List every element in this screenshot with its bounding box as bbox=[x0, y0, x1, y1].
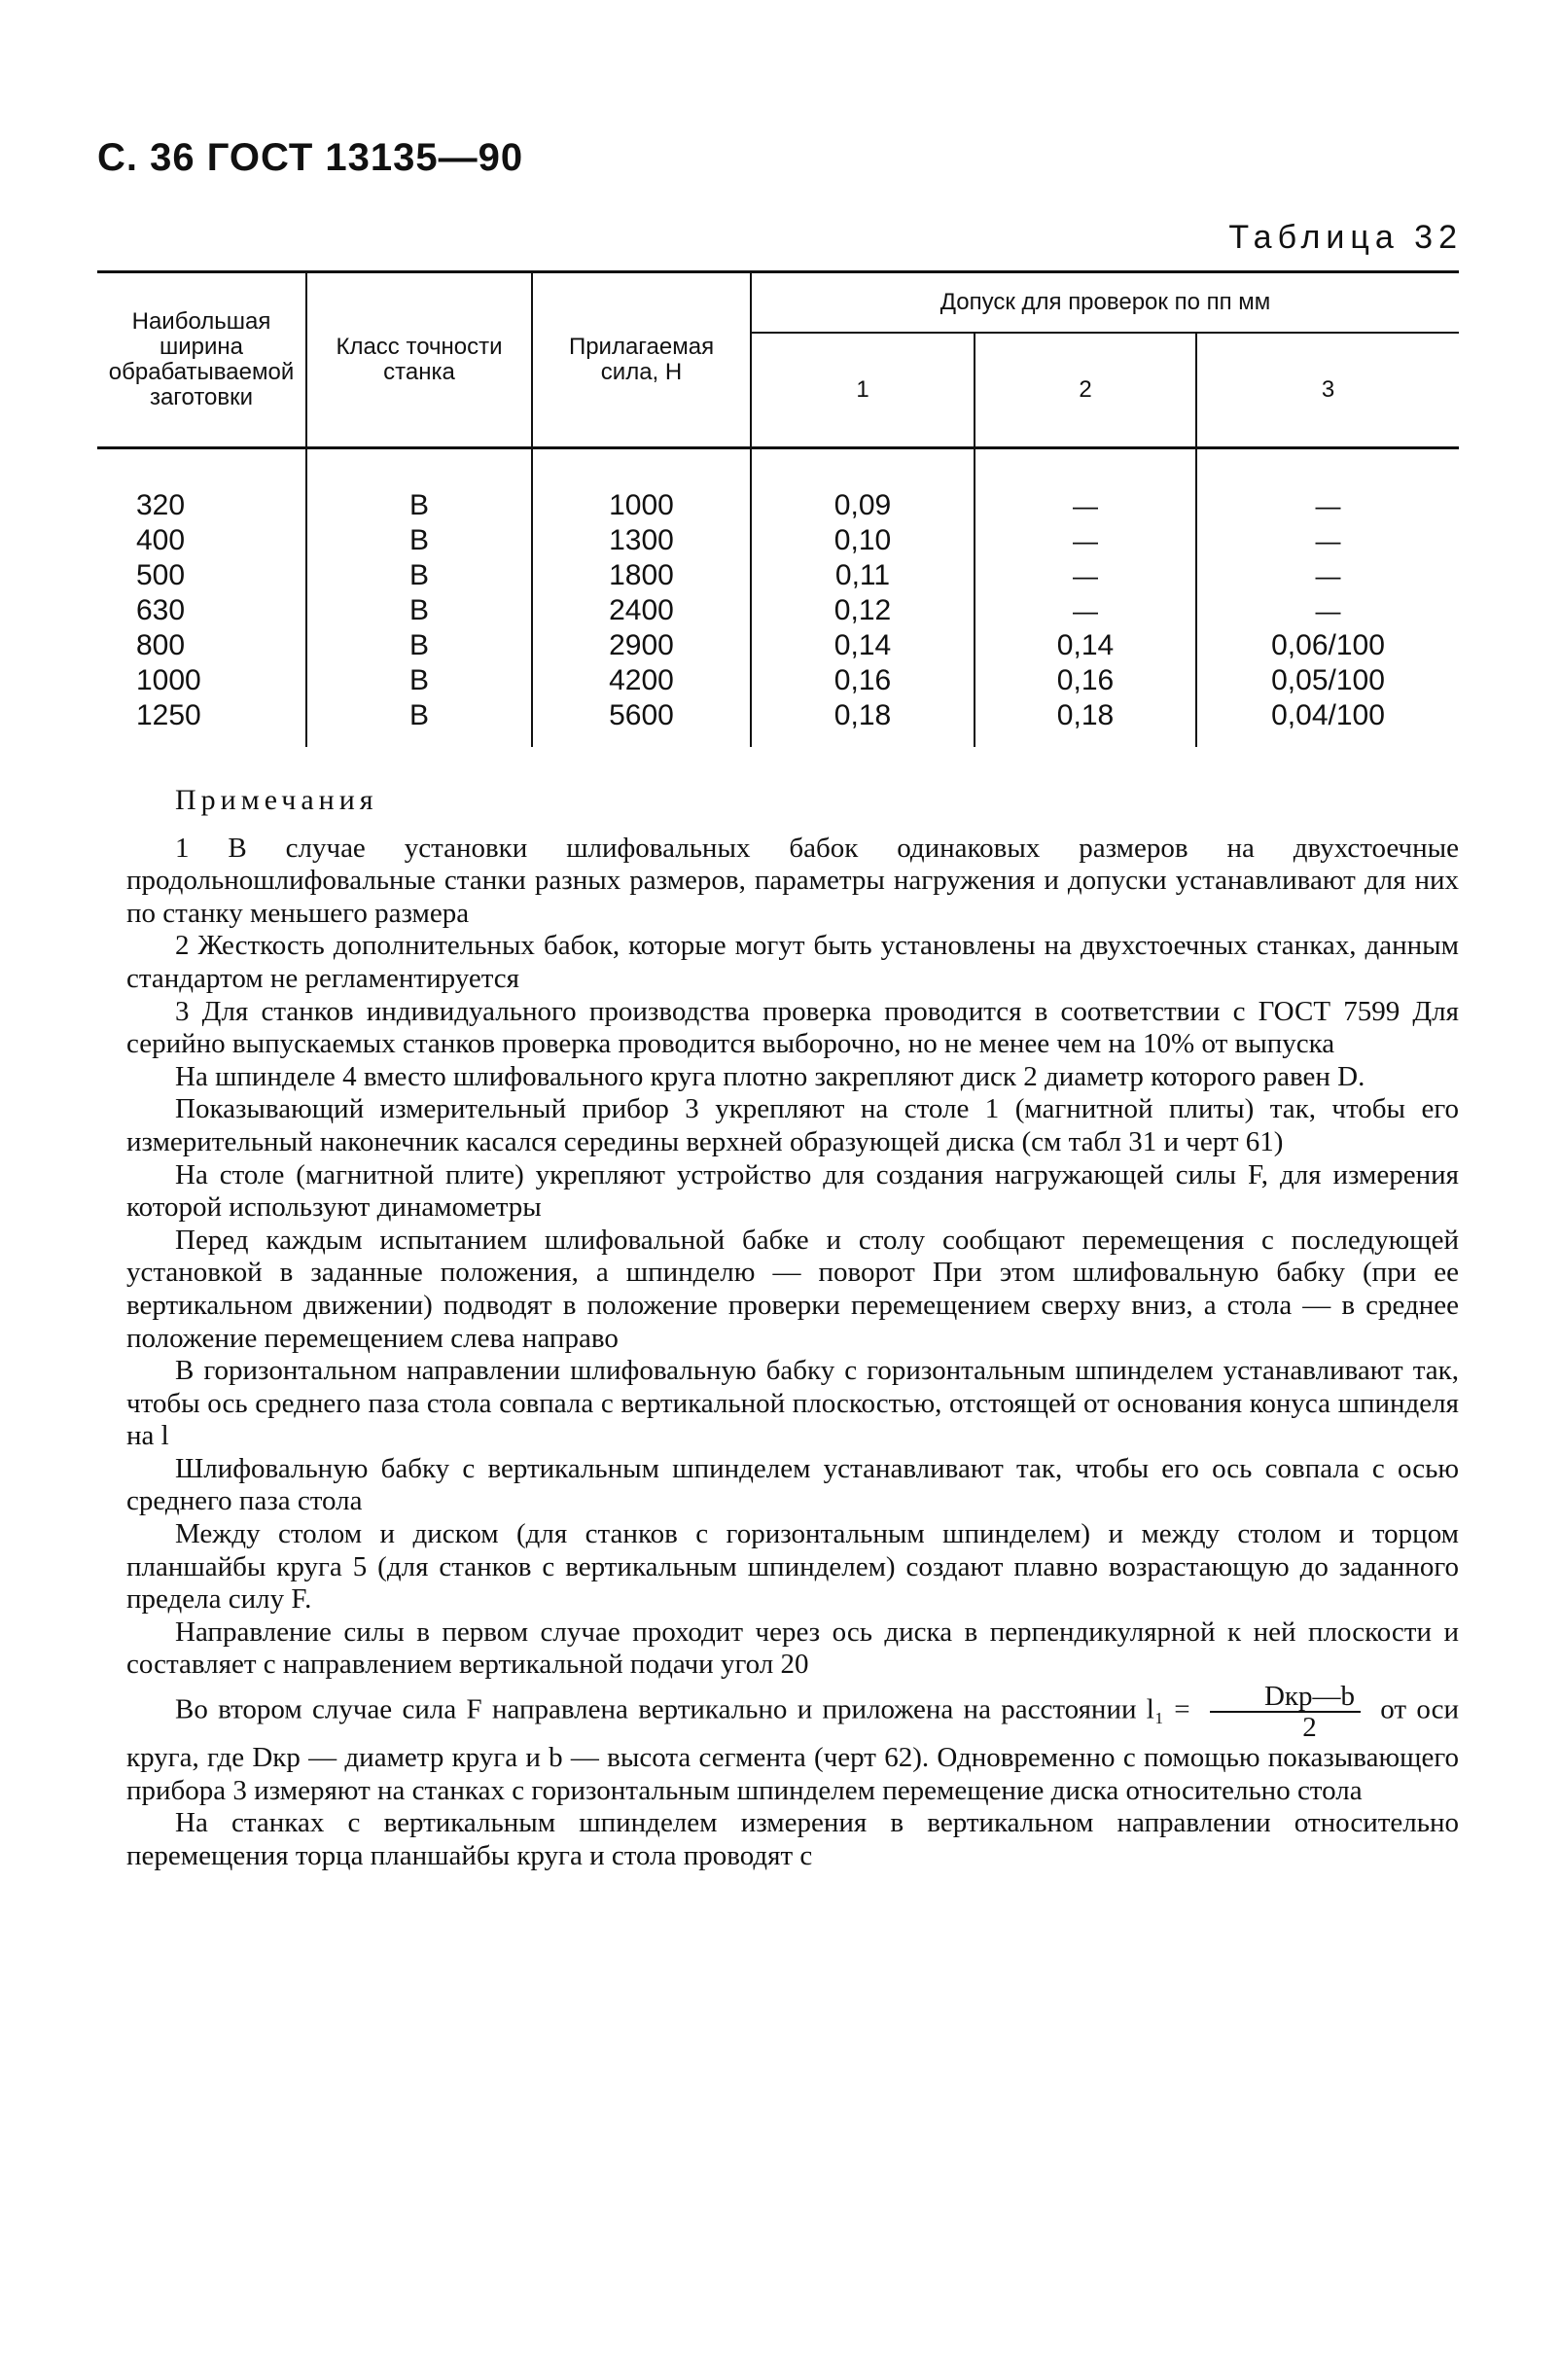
formula-numerator: Dкр—b bbox=[1210, 1682, 1361, 1713]
cell-width: 320 bbox=[97, 448, 306, 524]
cell-class: В bbox=[306, 593, 532, 628]
cell-class: В bbox=[306, 558, 532, 593]
cell-tol3: 0,05/100 bbox=[1271, 664, 1385, 696]
cell-tol2: 0,16 bbox=[975, 663, 1196, 698]
table-row bbox=[97, 628, 1459, 663]
col-header-force: Прилагаемая сила, Н bbox=[532, 272, 751, 448]
table-row bbox=[97, 448, 1459, 524]
table-row bbox=[97, 663, 1459, 698]
notes-title: Примечания bbox=[175, 784, 378, 816]
note-item: 3 Для станков индивидуального производства проверка проводится в соответствии с ГОСТ 7599 Для серийно выпускаемых станков проверка проводится выборочно, но не менее чем на 10% от выпуска bbox=[126, 995, 1459, 1060]
cell-tol2: — bbox=[975, 593, 1196, 628]
cell-tol3: 0,06/100 bbox=[1271, 629, 1385, 661]
cell-width: 1250 bbox=[97, 698, 306, 747]
cell-tol1: 0,11 bbox=[751, 558, 975, 593]
formula-text-before: Во втором случае сила F направлена вертикально и приложена на расстоянии l₁ = bbox=[175, 1693, 1190, 1725]
cell-force: 1300 bbox=[532, 523, 751, 558]
tolerance-table bbox=[97, 270, 1459, 747]
cell-class: В bbox=[306, 523, 532, 558]
col-header-tol2: 2 bbox=[975, 333, 1196, 448]
note-item: 2 Жесткость дополнительных бабок, которые могут быть установлены на двухстоечных станках, данным стандартом не регламентируется bbox=[126, 930, 1459, 994]
cell-tol1: 0,18 bbox=[751, 698, 975, 747]
cell-tol3: — bbox=[1315, 561, 1341, 590]
paragraph: Показывающий измерительный прибор 3 укрепляют на столе 1 (магнитной плиты) так, чтобы его измерительный наконечник касался середины верхней образующей диска (см табл 31 и черт 61) bbox=[126, 1093, 1459, 1157]
col-header-tolerance-group: Допуск для проверок по пп мм bbox=[751, 272, 1459, 334]
paragraph: Перед каждым испытанием шлифовальной бабке и столу сообщают перемещения с последующей установкой в заданные положения, а шпинделю — поворот При этом шлифовальную бабку (при ее вертикальном движении) подводят в положение проверки перемещением сверху вниз, а стола — в среднее положение перемещением слева направо bbox=[126, 1224, 1459, 1354]
paragraph: Шлифовальную бабку с вертикальным шпинделем устанавливают так, чтобы его ось совпала с осью среднего паза стола bbox=[126, 1452, 1459, 1517]
cell-tol3: — bbox=[1315, 526, 1341, 555]
cell-tol1: 0,09 bbox=[751, 448, 975, 524]
paragraph: На шпинделе 4 вместо шлифовального круга плотно закрепляют диск 2 диаметр которого равен D. bbox=[175, 1060, 1365, 1092]
table-caption: Таблица 32 bbox=[1228, 219, 1463, 256]
cell-force: 2400 bbox=[532, 593, 751, 628]
table-row bbox=[97, 558, 1459, 593]
body-text bbox=[126, 784, 1459, 1872]
col-header-tol1: 1 bbox=[751, 333, 975, 448]
cell-tol1: 0,14 bbox=[751, 628, 975, 663]
table-row bbox=[97, 698, 1459, 747]
paragraph: В горизонтальном направлении шлифовальную бабку с горизонтальным шпинделем устанавливают так, чтобы ось среднего паза стола совпала с вертикальной плоскостью, отстоящей от основания конуса шпинделя на l bbox=[126, 1355, 1459, 1452]
cell-tol1: 0,16 bbox=[751, 663, 975, 698]
cell-tol2: 0,18 bbox=[975, 698, 1196, 747]
paragraph: Направление силы в первом случае проходит через ось диска в перпендикулярной к ней плоскости и составляет с направлением вертикальной подачи угол 20 bbox=[126, 1616, 1459, 1681]
page-header: С. 36 ГОСТ 13135—90 bbox=[97, 136, 524, 179]
cell-class: В bbox=[306, 628, 532, 663]
paragraph: Между столом и диском (для станков с горизонтальным шпинделем) и между столом и торцом планшайбы круга 5 (для станков с вертикальным шпинделем) создают плавно возрастающую до заданного предела силу F. bbox=[126, 1518, 1459, 1616]
formula-denominator: 2 bbox=[1302, 1712, 1317, 1744]
table-row bbox=[97, 523, 1459, 558]
cell-force: 1000 bbox=[532, 448, 751, 524]
cell-width: 500 bbox=[97, 558, 306, 593]
cell-class: В bbox=[306, 663, 532, 698]
paragraph: На станках с вертикальным шпинделем измерения в вертикальном направлении относительно перемещения торца планшайбы круга и стола проводят с bbox=[126, 1807, 1459, 1871]
note-item: 1 В случае установки шлифовальных бабок одинаковых размеров на двухстоечные продольношлифовальные станки разных размеров, параметры нагружения и допуски устанавливают для них по станку меньшего размера bbox=[126, 832, 1459, 929]
cell-class: В bbox=[306, 698, 532, 747]
cell-tol2: 0,14 bbox=[975, 628, 1196, 663]
cell-width: 400 bbox=[97, 523, 306, 558]
cell-width: 1000 bbox=[97, 663, 306, 698]
cell-tol2: — bbox=[975, 558, 1196, 593]
formula-fraction bbox=[1210, 1682, 1361, 1742]
cell-tol3: 0,04/100 bbox=[1271, 699, 1385, 731]
cell-force: 5600 bbox=[532, 698, 751, 747]
cell-tol3: — bbox=[1315, 491, 1341, 520]
col-header-width: Наибольшая ширина обрабатываемой заготовки bbox=[97, 272, 306, 448]
cell-class: В bbox=[306, 448, 532, 524]
cell-force: 1800 bbox=[532, 558, 751, 593]
cell-tol1: 0,12 bbox=[751, 593, 975, 628]
cell-tol1: 0,10 bbox=[751, 523, 975, 558]
formula-text-after: от оси круга, где Dкр — диаметр круга и b — высота сегмента (черт 62). Одновременно с помощью показывающего прибора 3 измеряют на станках с горизонтальным шпинделем перемещение диска относительно стола bbox=[126, 1693, 1460, 1806]
cell-width: 800 bbox=[97, 628, 306, 663]
formula-paragraph bbox=[126, 1682, 1459, 1807]
cell-tol2: — bbox=[975, 523, 1196, 558]
col-header-class: Класс точности станка bbox=[306, 272, 532, 448]
col-header-tol3: 3 bbox=[1196, 333, 1459, 448]
paragraph: На столе (магнитной плите) укрепляют устройство для создания нагружающей силы F, для измерения которой используют динамометры bbox=[126, 1158, 1459, 1224]
cell-tol3: — bbox=[1315, 596, 1341, 625]
cell-width: 630 bbox=[97, 593, 306, 628]
cell-tol2: — bbox=[975, 448, 1196, 524]
cell-force: 2900 bbox=[532, 628, 751, 663]
cell-force: 4200 bbox=[532, 663, 751, 698]
table-row bbox=[97, 593, 1459, 628]
